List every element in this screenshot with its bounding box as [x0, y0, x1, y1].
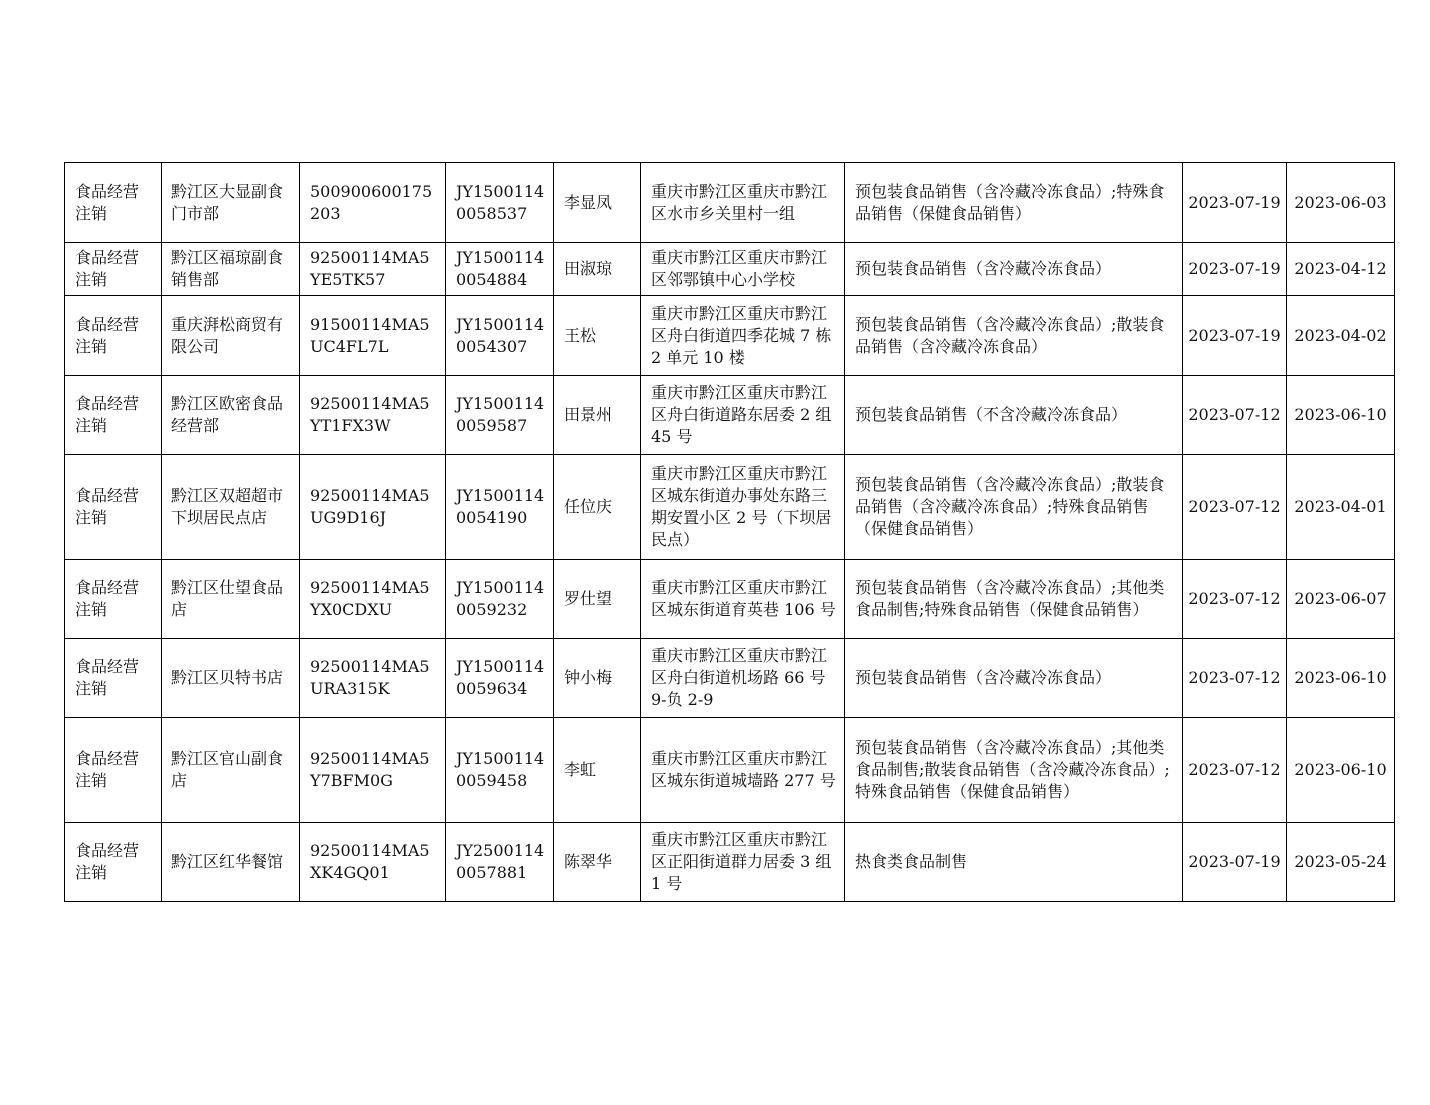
cell-business-scope: 预包装食品销售（不含冷藏冷冻食品） [845, 376, 1183, 455]
cell-date: 2023-06-10 [1287, 376, 1395, 455]
cell-credit-code: 92500114MA5UG9D16J [300, 455, 446, 560]
cell-business-address: 重庆市黔江区重庆市黔江区舟白街道机场路 66 号 9-负 2-9 [641, 639, 845, 718]
cell-credit-code: 500900600175203 [300, 163, 446, 243]
cell-cancel-date: 2023-07-12 [1183, 560, 1287, 639]
cell-legal-representative: 田景州 [554, 376, 641, 455]
table-row [65, 718, 1395, 823]
cell-legal-representative: 钟小梅 [554, 639, 641, 718]
cell-license-number: JY25001140057881 [446, 823, 554, 902]
cell-cancel-date: 2023-07-12 [1183, 455, 1287, 560]
cell-date: 2023-06-10 [1287, 639, 1395, 718]
cell-business-address: 重庆市黔江区重庆市黔江区城东街道城墙路 277 号 [641, 718, 845, 823]
cell-business-scope: 预包装食品销售（含冷藏冷冻食品） [845, 243, 1183, 296]
cell-business-name: 黔江区官山副食店 [162, 718, 300, 823]
cell-legal-representative: 田淑琼 [554, 243, 641, 296]
cell-business-address: 重庆市黔江区重庆市黔江区城东街道育英巷 106 号 [641, 560, 845, 639]
cell-credit-code: 92500114MA5YE5TK57 [300, 243, 446, 296]
cell-legal-representative: 王松 [554, 296, 641, 376]
cell-item-type: 食品经营注销 [65, 639, 162, 718]
cell-business-name: 黔江区仕望食品店 [162, 560, 300, 639]
cell-item-type: 食品经营注销 [65, 823, 162, 902]
cell-legal-representative: 任位庆 [554, 455, 641, 560]
cell-license-number: JY15001140059587 [446, 376, 554, 455]
cell-credit-code: 92500114MA5YX0CDXU [300, 560, 446, 639]
cell-item-type: 食品经营注销 [65, 455, 162, 560]
cell-cancel-date: 2023-07-19 [1183, 243, 1287, 296]
cell-business-name: 黔江区福琼副食销售部 [162, 243, 300, 296]
cell-item-type: 食品经营注销 [65, 163, 162, 243]
cell-cancel-date: 2023-07-19 [1183, 163, 1287, 243]
cell-legal-representative: 罗仕望 [554, 560, 641, 639]
table-row [65, 376, 1395, 455]
cell-legal-representative: 李虹 [554, 718, 641, 823]
cell-business-address: 重庆市黔江区重庆市黔江区舟白街道四季花城 7 栋 2 单元 10 楼 [641, 296, 845, 376]
cell-item-type: 食品经营注销 [65, 376, 162, 455]
table-row [65, 455, 1395, 560]
cell-credit-code: 92500114MA5XK4GQ01 [300, 823, 446, 902]
cell-license-number: JY15001140059634 [446, 639, 554, 718]
cell-date: 2023-06-07 [1287, 560, 1395, 639]
cell-business-address: 重庆市黔江区重庆市黔江区舟白街道路东居委 2 组 45 号 [641, 376, 845, 455]
cell-item-type: 食品经营注销 [65, 296, 162, 376]
cell-legal-representative: 陈翠华 [554, 823, 641, 902]
cell-item-type: 食品经营注销 [65, 718, 162, 823]
cell-business-scope: 预包装食品销售（含冷藏冷冻食品）;散装食品销售（含冷藏冷冻食品）;特殊食品销售（保健食品销售） [845, 455, 1183, 560]
cell-business-name: 黔江区双超超市下坝居民点店 [162, 455, 300, 560]
cell-cancel-date: 2023-07-12 [1183, 718, 1287, 823]
cell-business-name: 黔江区红华餐馆 [162, 823, 300, 902]
table-row [65, 163, 1395, 243]
cell-business-scope: 预包装食品销售（含冷藏冷冻食品）;散装食品销售（含冷藏冷冻食品） [845, 296, 1183, 376]
cell-license-number: JY15001140058537 [446, 163, 554, 243]
cell-business-name: 黔江区贝特书店 [162, 639, 300, 718]
cell-business-address: 重庆市黔江区重庆市黔江区城东街道办事处东路三期安置小区 2 号（下坝居民点） [641, 455, 845, 560]
cell-business-scope: 预包装食品销售（含冷藏冷冻食品） [845, 639, 1183, 718]
cell-business-name: 黔江区欧密食品经营部 [162, 376, 300, 455]
cell-license-number: JY15001140054190 [446, 455, 554, 560]
cell-credit-code: 92500114MA5YT1FX3W [300, 376, 446, 455]
cell-business-address: 重庆市黔江区重庆市黔江区水市乡关里村一组 [641, 163, 845, 243]
cell-license-number: JY15001140059458 [446, 718, 554, 823]
table-row [65, 823, 1395, 902]
cell-business-scope: 预包装食品销售（含冷藏冷冻食品）;其他类食品制售;散装食品销售（含冷藏冷冻食品）;特殊食品销售（保健食品销售） [845, 718, 1183, 823]
cell-credit-code: 91500114MA5UC4FL7L [300, 296, 446, 376]
cell-item-type: 食品经营注销 [65, 243, 162, 296]
cell-date: 2023-04-12 [1287, 243, 1395, 296]
cell-business-name: 黔江区大显副食门市部 [162, 163, 300, 243]
cell-license-number: JY15001140059232 [446, 560, 554, 639]
cell-business-name: 重庆湃松商贸有限公司 [162, 296, 300, 376]
cell-cancel-date: 2023-07-19 [1183, 296, 1287, 376]
cell-credit-code: 92500114MA5URA315K [300, 639, 446, 718]
cell-date: 2023-05-24 [1287, 823, 1395, 902]
cell-date: 2023-04-02 [1287, 296, 1395, 376]
document-page [64, 162, 1394, 902]
cell-item-type: 食品经营注销 [65, 560, 162, 639]
cell-credit-code: 92500114MA5Y7BFM0G [300, 718, 446, 823]
cell-business-scope: 预包装食品销售（含冷藏冷冻食品）;特殊食品销售（保健食品销售） [845, 163, 1183, 243]
cell-cancel-date: 2023-07-19 [1183, 823, 1287, 902]
cell-legal-representative: 李显凤 [554, 163, 641, 243]
cell-business-address: 重庆市黔江区重庆市黔江区正阳街道群力居委 3 组 1 号 [641, 823, 845, 902]
cell-date: 2023-04-01 [1287, 455, 1395, 560]
cell-date: 2023-06-03 [1287, 163, 1395, 243]
table-row [65, 243, 1395, 296]
food-license-cancellation-table [64, 162, 1395, 902]
table-row [65, 639, 1395, 718]
cell-business-scope: 热食类食品制售 [845, 823, 1183, 902]
table-row [65, 296, 1395, 376]
cell-license-number: JY15001140054884 [446, 243, 554, 296]
cell-business-address: 重庆市黔江区重庆市黔江区邻鄂镇中心小学校 [641, 243, 845, 296]
cell-license-number: JY15001140054307 [446, 296, 554, 376]
cell-business-scope: 预包装食品销售（含冷藏冷冻食品）;其他类食品制售;特殊食品销售（保健食品销售） [845, 560, 1183, 639]
table-body [65, 163, 1395, 902]
cell-cancel-date: 2023-07-12 [1183, 639, 1287, 718]
table-row [65, 560, 1395, 639]
cell-cancel-date: 2023-07-12 [1183, 376, 1287, 455]
cell-date: 2023-06-10 [1287, 718, 1395, 823]
